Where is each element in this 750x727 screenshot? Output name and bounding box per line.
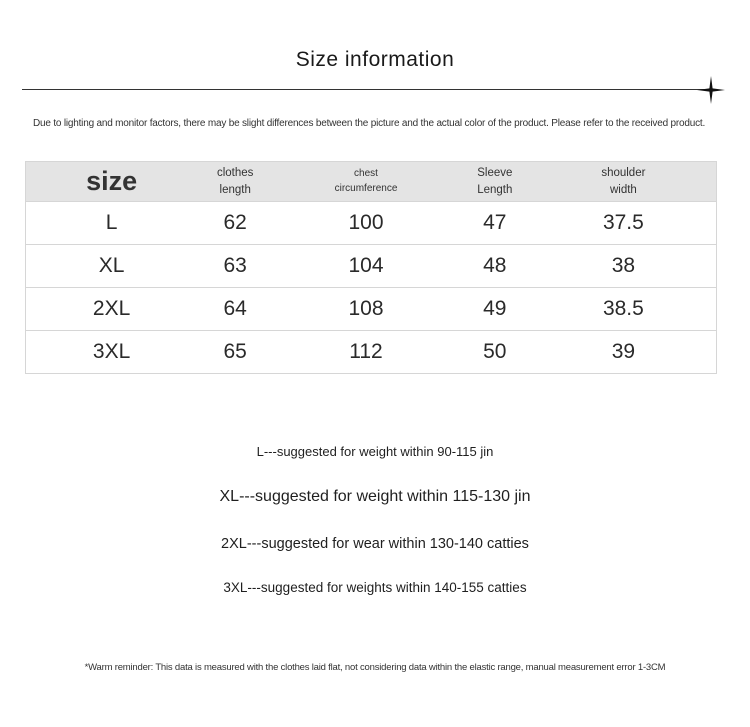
warm-reminder: *Warm reminder: This data is measured with the clothes laid flat, not considering data within the elastic range, manual measurement error 1-3CM <box>84 662 666 673</box>
table-row <box>26 202 717 245</box>
cell-chest: 108 <box>273 288 459 331</box>
cell-shoulder: 38.5 <box>531 288 717 331</box>
cell-length: 62 <box>197 202 273 245</box>
cell-shoulder: 38 <box>531 245 717 288</box>
header-sleeve-length <box>459 162 531 202</box>
table-row <box>26 288 717 331</box>
suggestion-l: L---suggested for weight within 90-115 jin <box>256 444 494 459</box>
sparkle-icon <box>697 76 725 104</box>
header-chest-line1: chest <box>354 168 378 180</box>
table-row <box>26 331 717 374</box>
cell-chest: 112 <box>273 331 459 374</box>
table-row <box>26 245 717 288</box>
header-shoulder-line1: shoulder <box>601 166 646 179</box>
header-shoulder-line2: width <box>609 183 637 196</box>
cell-length: 65 <box>197 331 273 374</box>
suggestion-3xl: 3XL---suggested for weights within 140-155 catties <box>223 580 527 595</box>
header-sleeve-line1: Sleeve <box>477 166 513 179</box>
header-shoulder-width <box>531 162 717 202</box>
header-size: size <box>26 162 198 202</box>
cell-sleeve: 47 <box>459 202 531 245</box>
cell-shoulder: 37.5 <box>531 202 717 245</box>
page-title: Size information <box>295 48 455 71</box>
header-clothes-length <box>197 162 273 202</box>
cell-length: 63 <box>197 245 273 288</box>
suggestion-xl: XL---suggested for weight within 115-130 jin <box>219 488 531 505</box>
cell-size: L <box>26 202 198 245</box>
cell-size: XL <box>26 245 198 288</box>
cell-sleeve: 50 <box>459 331 531 374</box>
size-table <box>25 161 717 374</box>
cell-size: 3XL <box>26 331 198 374</box>
suggestion-2xl: 2XL---suggested for wear within 130-140 catties <box>221 536 529 552</box>
cell-chest: 100 <box>273 202 459 245</box>
cell-length: 64 <box>197 288 273 331</box>
color-disclaimer: Due to lighting and monitor factors, there may be slight differences between the picture and the actual color of the product. Please refer to the received product. <box>33 118 706 129</box>
header-clothes-length-line2: length <box>219 183 251 196</box>
cell-shoulder: 39 <box>531 331 717 374</box>
cell-sleeve: 48 <box>459 245 531 288</box>
cell-size: 2XL <box>26 288 198 331</box>
cell-sleeve: 49 <box>459 288 531 331</box>
title-divider <box>22 89 712 90</box>
header-clothes-length-line1: clothes <box>216 166 254 179</box>
header-chest-line2: circumference <box>334 182 398 194</box>
cell-chest: 104 <box>273 245 459 288</box>
header-sleeve-line2: Length <box>477 183 513 196</box>
header-chest-circumference <box>273 162 459 202</box>
table-header-row <box>26 162 717 202</box>
